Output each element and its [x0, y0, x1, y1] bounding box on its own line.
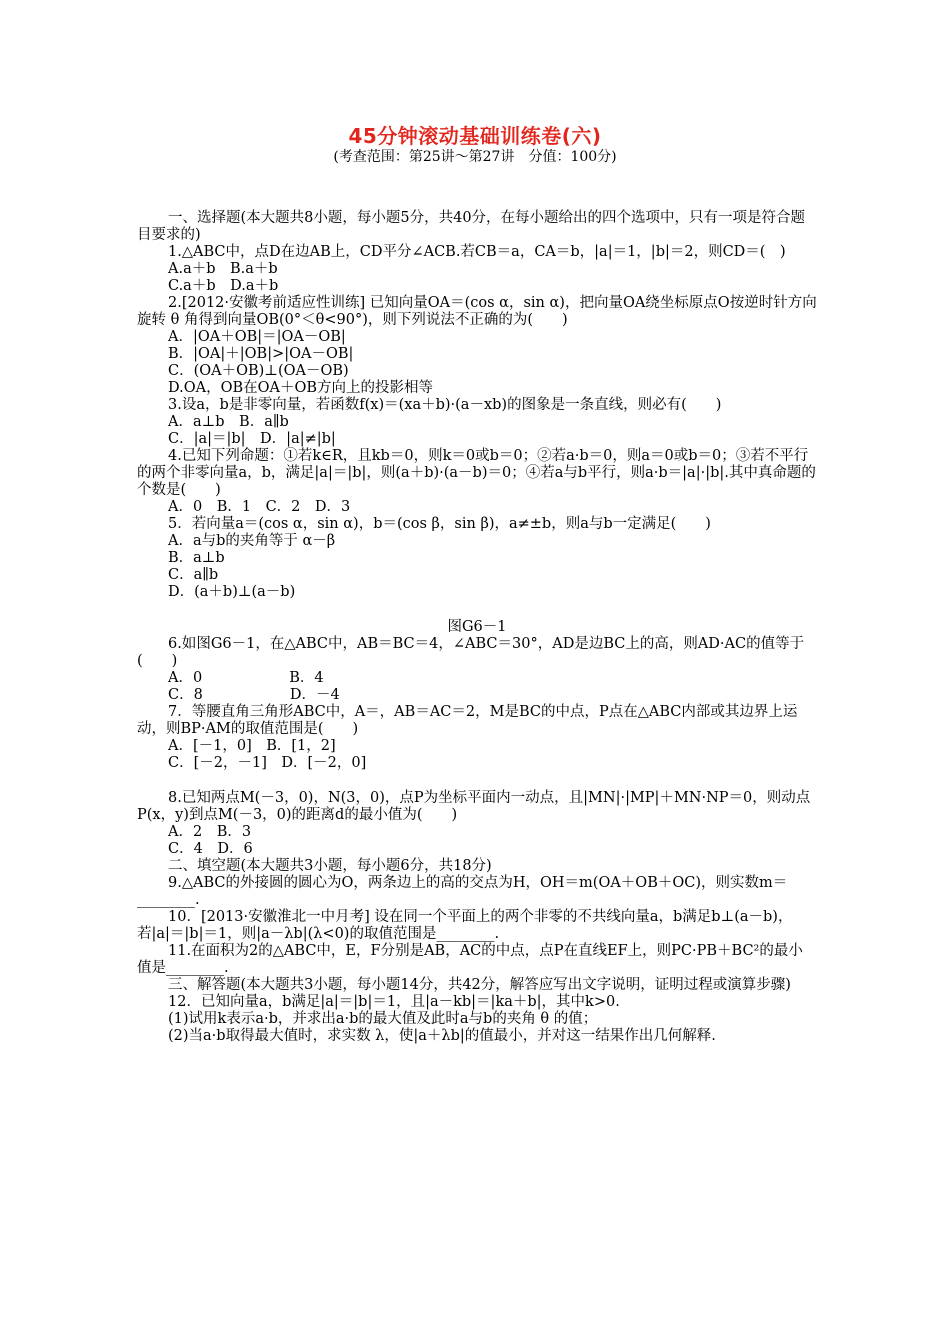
question-option: C．a∥b	[168, 567, 219, 583]
question-stem: 1.△ABC中，点D在边AB上，CD平分∠ACB.若CB＝a，CA＝b，|a|＝1，|b|＝2，则CD＝( )	[168, 244, 786, 260]
question-stem: 12．已知向量a，b满足|a|＝|b|＝1，且|a－kb|＝|ka＋b|，其中k>0.	[168, 994, 620, 1010]
question-options: C．|a|＝|b| D．|a|≠|b|	[168, 431, 336, 447]
question-options: A．[－1，0] B．[1，2]	[168, 738, 336, 754]
question-option: A．|OA＋OB|＝|OA－OB|	[168, 329, 346, 345]
question-option: D．(a＋b)⊥(a－b)	[168, 584, 296, 600]
question-stem: 3.设a，b是非零向量，若函数f(x)＝(xa＋b)·(a－xb)的图象是一条直线，则必有( )	[168, 397, 722, 413]
spacer	[137, 772, 817, 790]
question-stem: 2.[2012·安徽考前适应性训练] 已知向量OA＝(cos α，sin α)，把向量OA绕坐标原点O按逆时针方向旋转 θ 角得到向量OB(0°＜θ<90°)，则下列说法不正确的为( )	[137, 295, 817, 328]
question-options: A．2 B．3	[168, 824, 252, 840]
question-options: A.a＋b B.a＋b	[168, 261, 278, 277]
question-options: C．4 D．6	[168, 841, 253, 857]
question-stem: 9.△ABC的外接圆的圆心为O，两条边上的高的交点为H，OH＝m(OA＋OB＋OC)，则实数m＝________.	[137, 875, 788, 908]
section-heading: 三、解答题(本大题共3小题，每小题14分，共42分，解答应写出文字说明，证明过程或演算步骤)	[168, 977, 791, 993]
section-heading: 一、选择题(本大题共8小题，每小题5分，共40分，在每小题给出的四个选项中，只有一项是符合题目要求的)	[137, 210, 806, 243]
question-options: A．0 B．4	[168, 670, 324, 686]
question-options: A．a⊥b B．a∥b	[168, 414, 289, 430]
page-title: 45分钟滚动基础训练卷(六)	[348, 124, 602, 148]
question-stem: 7．等腰直角三角形ABC中，A＝，AB＝AC＝2，M是BC的中点，P点在△ABC内部或其边界上运动，则BP·AM的取值范围是( )	[137, 704, 798, 737]
question-options: C．8 D．－4	[168, 687, 340, 703]
page-subtitle: (考查范围：第25讲～第27讲 分值：100分)	[333, 149, 617, 165]
document-body	[137, 210, 817, 1045]
question-stem: 8.已知两点M(－3，0)，N(3，0)，点P为坐标平面内一动点，且|MN|·|MP|＋MN·NP＝0，则动点P(x，y)到点M(－3，0)的距离d的最小值为( )	[137, 790, 811, 823]
question-stem: 5．若向量a＝(cos α，sin α)，b＝(cos β，sin β)，a≠±b，则a与b一定满足( )	[168, 516, 711, 532]
question-option: B．|OA|＋|OB|>|OA－OB|	[168, 346, 354, 362]
figure-caption: 图G6－1	[447, 619, 507, 635]
question-option: B．a⊥b	[168, 550, 225, 566]
question-option: D.OA，OB在OA＋OB方向上的投影相等	[168, 380, 434, 396]
section-heading: 二、填空题(本大题共3小题，每小题6分，共18分)	[168, 858, 492, 874]
question-subpart: (1)试用k表示a·b，并求出a·b的最大值及此时a与b的夹角 θ 的值；	[168, 1011, 598, 1027]
question-subpart: (2)当a·b取得最大值时，求实数 λ，使|a＋λb|的值最小，并对这一结果作出几何解释.	[168, 1028, 716, 1044]
question-stem: 6.如图G6－1，在△ABC中，AB＝BC＝4，∠ABC＝30°，AD是边BC上的高，则AD·AC的值等于( )	[137, 636, 805, 669]
question-stem: 10．[2013·安徽淮北一中月考] 设在同一个平面上的两个非零的不共线向量a，b满足b⊥(a－b)，若|a|＝|b|＝1，则|a－λb|(λ<0)的取值范围是________.	[137, 909, 793, 942]
question-options: C.a＋b D.a＋b	[168, 278, 279, 294]
question-option: C．(OA＋OB)⊥(OA－OB)	[168, 363, 349, 379]
question-stem: 4.已知下列命题：①若k∈R，且kb＝0，则k＝0或b＝0；②若a·b＝0，则a＝0或b＝0；③若不平行的两个非零向量a，b，满足|a|＝|b|，则(a＋b)·(a－b)＝0；④若a与b平行，则a·b＝|a|·|b|.其中真命题的个数是( )	[137, 448, 816, 498]
question-stem: 11.在面积为2的△ABC中，E，F分别是AB，AC的中点，点P在直线EF上，则PC·PB＋BC²的最小值是________.	[137, 943, 803, 976]
question-options: A．0 B．1 C．2 D．3	[168, 499, 351, 515]
question-options: C．[－2，－1] D．[－2，0]	[168, 755, 367, 771]
question-option: A．a与b的夹角等于 α－β	[168, 533, 336, 549]
